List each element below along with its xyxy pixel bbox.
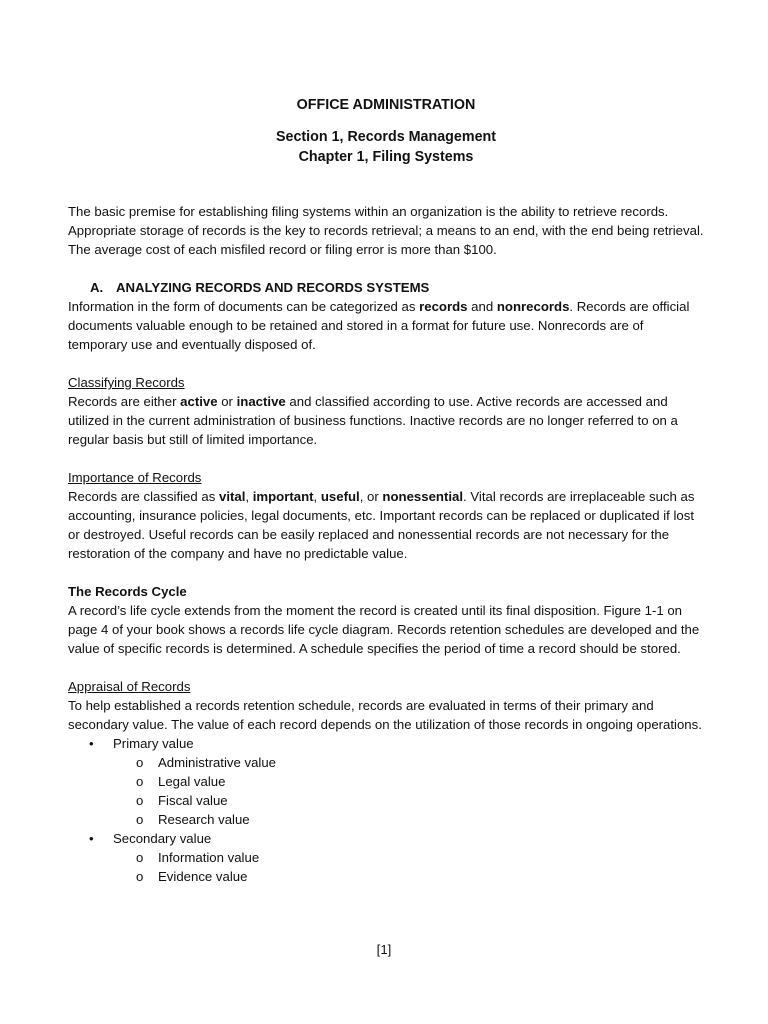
term-useful: useful bbox=[320, 489, 360, 504]
text-run: . Vital records are irreplaceable such as accounting, insurance policies, legal documents, etc. Important records can be replaced or duplicated if lost or destroyed. Useful records can be easily replaced and nonessential records are not necessary for the restoration of the company and have no predictable value. bbox=[68, 489, 695, 561]
text-run: , bbox=[313, 489, 321, 504]
section-a-title: ANALYZING RECORDS AND RECORDS SYSTEMS bbox=[116, 280, 430, 295]
text-run: Records are classified as bbox=[68, 489, 219, 504]
term-nonrecords: nonrecords bbox=[496, 299, 570, 314]
bullet-icon: • bbox=[89, 736, 94, 751]
list-item bbox=[68, 791, 704, 810]
list-item-label: Primary value bbox=[113, 736, 194, 751]
term-important: important bbox=[252, 489, 314, 504]
list-item-label: Administrative value bbox=[158, 755, 277, 770]
list-item bbox=[68, 810, 704, 829]
list-item-label: Legal value bbox=[158, 774, 226, 789]
circle-bullet-icon: o bbox=[136, 774, 144, 789]
circle-bullet-icon: o bbox=[136, 793, 144, 808]
classifying-heading: Classifying Records bbox=[68, 375, 185, 390]
term-vital: vital bbox=[219, 489, 246, 504]
page-number: [1] bbox=[376, 942, 392, 957]
cycle-heading: The Records Cycle bbox=[68, 584, 187, 599]
bullet-icon: • bbox=[89, 831, 94, 846]
appraisal-heading: Appraisal of Records bbox=[68, 679, 191, 694]
document-page bbox=[68, 95, 704, 886]
list-item-label: Information value bbox=[158, 850, 260, 865]
importance-heading: Importance of Records bbox=[68, 470, 202, 485]
classifying-paragraph bbox=[68, 392, 704, 449]
circle-bullet-icon: o bbox=[136, 850, 144, 865]
value-list bbox=[68, 734, 704, 886]
term-nonessential: nonessential bbox=[382, 489, 464, 504]
circle-bullet-icon: o bbox=[136, 812, 144, 827]
text-run: . Records are official documents valuable enough to be retained and stored in a format for future use. Nonrecords are of temporary use and eventually disposed of. bbox=[68, 299, 690, 352]
appraisal-paragraph: To help established a records retention schedule, records are evaluated in terms of their primary and secondary value. The value of each record depends on the utilization of those records in ongoing operations. bbox=[68, 698, 702, 732]
list-item bbox=[68, 772, 704, 791]
list-item bbox=[68, 848, 704, 867]
section-title: Section 1, Records Management bbox=[275, 129, 497, 145]
list-item bbox=[68, 753, 704, 772]
term-inactive: inactive bbox=[236, 394, 286, 409]
text-run: , or bbox=[359, 489, 383, 504]
list-item-label: Secondary value bbox=[113, 831, 212, 846]
list-item-secondary bbox=[68, 829, 704, 848]
text-run: Information in the form of documents can be categorized as bbox=[68, 299, 420, 314]
circle-bullet-icon: o bbox=[136, 755, 144, 770]
list-item bbox=[68, 867, 704, 886]
term-records: records bbox=[419, 299, 468, 314]
list-item-primary bbox=[68, 734, 704, 753]
cycle-paragraph: A record’s life cycle extends from the moment the record is created until its final disposition. Figure 1-1 on page 4 of your book shows a records life cycle diagram. Records retention schedules are developed and the value of specific records is determined. A schedule specifies the period of time a record should be stored. bbox=[68, 603, 700, 656]
term-active: active bbox=[180, 394, 218, 409]
document-title: OFFICE ADMINISTRATION bbox=[296, 97, 476, 113]
list-item-label: Fiscal value bbox=[158, 793, 228, 808]
text-run: Records are either bbox=[68, 394, 181, 409]
list-item-label: Research value bbox=[158, 812, 250, 827]
chapter-title: Chapter 1, Filing Systems bbox=[298, 149, 474, 165]
text-run: and classified according to use. Active records are accessed and utilized in the current administration of business functions. Inactive records are no longer referred to on a regular basis but still of limited importance. bbox=[68, 394, 678, 447]
intro-paragraph: The basic premise for establishing filing systems within an organization is the ability to retrieve records. Appropriate storage of records is the key to records retrieval; a means to an end, with the end being retrieval. The average cost of each misfiled record or filing error is more than $100. bbox=[68, 204, 704, 257]
list-item-label: Evidence value bbox=[158, 869, 248, 884]
section-a-label: A. bbox=[90, 280, 104, 295]
circle-bullet-icon: o bbox=[136, 869, 144, 884]
section-a-paragraph bbox=[68, 297, 704, 354]
section-a-heading bbox=[90, 278, 704, 297]
text-run: or bbox=[217, 394, 237, 409]
importance-paragraph bbox=[68, 487, 704, 563]
text-run: and bbox=[467, 299, 497, 314]
text-run: , bbox=[245, 489, 253, 504]
